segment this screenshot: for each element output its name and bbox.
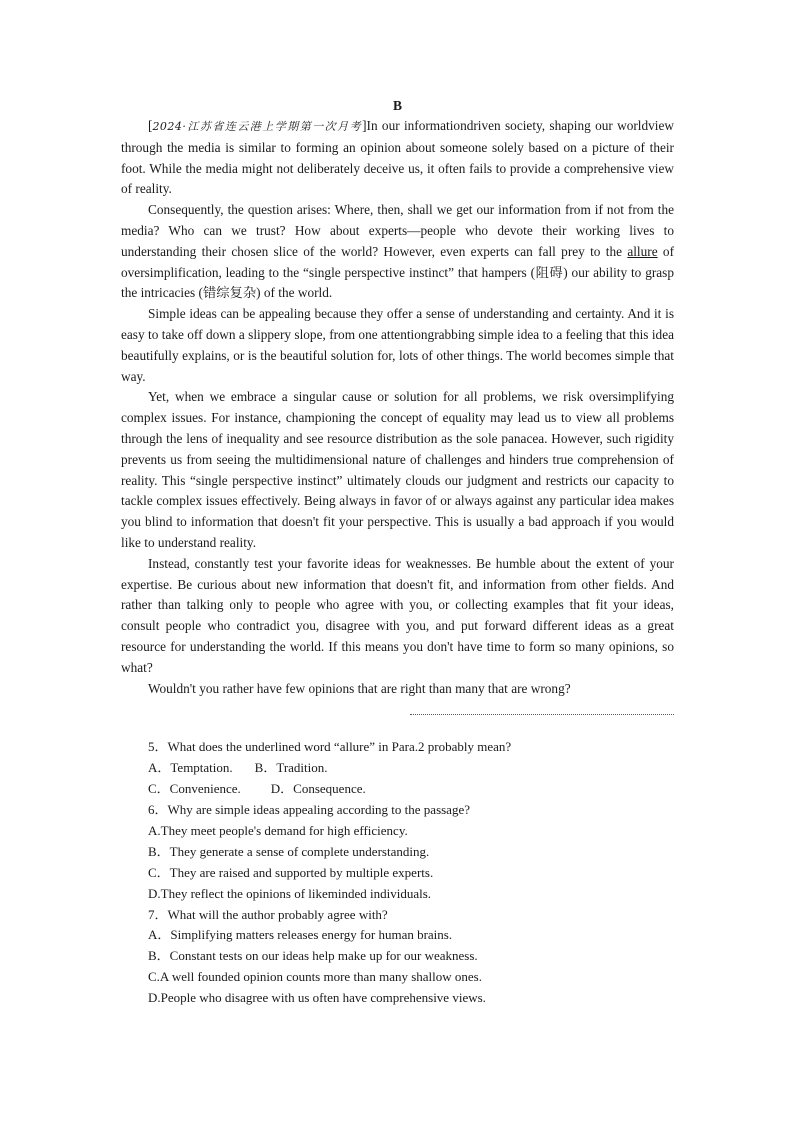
passage-page [121, 96, 674, 1009]
paragraph-3: Simple ideas can be appealing because they offer a sense of understanding and certainty. And it is easy to take off down a slippery slope, from one attentiongrabbing simple idea to a feeling that this idea beautifully explains, or is the beautiful solution for, lots of other things. The world becomes simple that way. [121, 306, 674, 384]
question-6-stem: 6．Why are simple ideas appealing according to the passage? [148, 802, 470, 818]
dotted-divider [410, 714, 674, 715]
paragraph-2-text-a: Consequently, the question arises: Where, then, shall we get our information from if not from the media? Who can we trust? How about experts—people who devote their working lives to understanding their chosen slice of the world? However, even experts can fall prey to the [121, 202, 674, 259]
paragraph-1-text: In our informationdriven society, shaping our worldview through the media is similar to forming an opinion about someone solely based on a picture of their foot. While the media might not deliberately deceive us, it often fails to provide a comprehensive view of reality. [121, 118, 674, 197]
paragraph-5: Instead, constantly test your favorite ideas for weaknesses. Be humble about the extent of your expertise. Be curious about new information that doesn't fit, and information from other fields. And rather than talking only to people who agree with you, or collecting examples that fit your ideas, consult people who contradict you, disagree with you, and put forward different ideas as a great resource for understanding the world. If this means you don't have time to form so many opinions, so what? [121, 555, 674, 675]
question-7-option-d: D.People who disagree with us often have comprehensive views. [148, 990, 486, 1006]
question-5-option-a: A．Temptation. [148, 760, 233, 776]
underlined-word: allure [627, 243, 658, 259]
question-5-option-c: C．Convenience. [148, 781, 241, 797]
paragraph-1: [2024·江苏省连云港上学期第一次月考]In our informationdriven society, shaping our worldview through the media is similar to forming an opinion about someone solely based on a picture of their foot. While the media might not deliberately deceive us, it often fails to provide a comprehensive view of reality. [121, 118, 674, 197]
question-7-option-c: C.A well founded opinion counts more than many shallow ones. [148, 969, 482, 985]
question-5-stem: 5．What does the underlined word “allure” in Para.2 probably mean? [148, 739, 512, 755]
question-6-option-c: C．They are raised and supported by multiple experts. [148, 864, 434, 880]
paragraph-2 [121, 200, 674, 304]
question-5-options-cd [121, 779, 674, 800]
section-label: B [392, 98, 402, 113]
question-5-option-d: D．Consequence. [270, 781, 366, 797]
paragraph-2-text-b: of oversimplification, leading to the “single perspective instinct” that hampers (阻碍) our ability to grasp the intricacies (错综复杂) of the world. [121, 243, 674, 301]
question-6-option-d: D.They reflect the opinions of likeminded individuals. [148, 885, 432, 901]
question-5-options-ab [121, 758, 674, 779]
question-6-option-a: A.They meet people's demand for high efficiency. [148, 822, 408, 838]
question-7-option-a: A．Simplifying matters releases energy for human brains. [148, 927, 453, 943]
questions-section [121, 737, 674, 1009]
question-7-option-b: B．Constant tests on our ideas help make up for our weakness. [148, 948, 478, 964]
paragraph-4: Yet, when we embrace a singular cause or solution for all problems, we risk oversimplifying complex issues. For instance, championing the concept of equality may lead us to view all problems through the lens of inequality and see resource distribution as the sole panacea. However, such rigidity prevents us from seeing the multidimensional nature of challenges and hinders true comprehension of reality. This “single perspective instinct” ultimately clouds our judgment and restricts our capacity to tackle complex issues effectively. Being always in favor of or always against any particular idea makes you blind to information that doesn't fit your perspective. This is usually a bad approach if you would like to understand reality. [121, 389, 674, 550]
paragraph-6: Wouldn't you rather have few opinions that are right than many that are wrong? [148, 680, 571, 696]
question-6-option-b: B．They generate a sense of complete understanding. [148, 843, 430, 859]
source-note: 2024·江苏省连云港上学期第一次月考 [152, 120, 363, 133]
question-5-option-b: B．Tradition. [254, 760, 328, 776]
question-7-stem: 7．What will the author probably agree with? [148, 906, 388, 922]
